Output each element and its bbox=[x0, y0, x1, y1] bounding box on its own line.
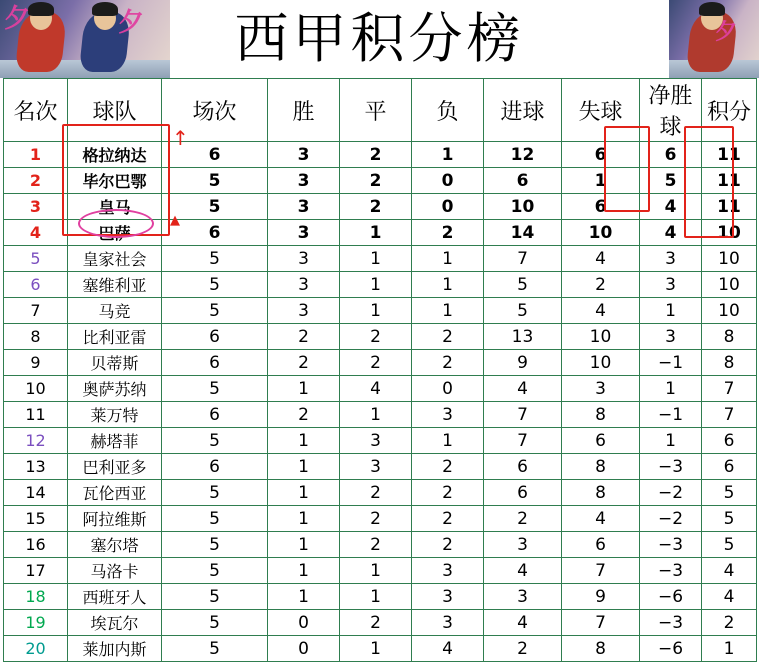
cell-goal-diff: −3 bbox=[640, 610, 702, 636]
cell-draw: 3 bbox=[340, 454, 412, 480]
cell-points: 5 bbox=[702, 532, 757, 558]
cell-rank: 20 bbox=[4, 636, 68, 662]
cell-goals-for: 13 bbox=[484, 324, 562, 350]
table-row bbox=[4, 220, 757, 246]
watermark-scribble: 夕 bbox=[4, 4, 31, 34]
column-header-points: 积分 bbox=[702, 79, 757, 142]
cell-goals-against: 3 bbox=[562, 376, 640, 402]
watermark-scribble: 夕 bbox=[715, 20, 738, 45]
cell-win: 3 bbox=[268, 272, 340, 298]
cell-goals-against: 6 bbox=[562, 194, 640, 220]
page-header bbox=[0, 0, 759, 78]
column-header-played: 场次 bbox=[162, 79, 268, 142]
cell-points: 6 bbox=[702, 428, 757, 454]
cell-lose: 0 bbox=[412, 194, 484, 220]
cell-lose: 4 bbox=[412, 636, 484, 662]
cell-goal-diff: 5 bbox=[640, 168, 702, 194]
cell-win: 1 bbox=[268, 376, 340, 402]
cell-team: 巴利亚多 bbox=[68, 454, 162, 480]
cell-goals-for: 2 bbox=[484, 506, 562, 532]
cell-played: 5 bbox=[162, 298, 268, 324]
cell-goal-diff: 3 bbox=[640, 324, 702, 350]
page-title: 西甲积分榜 bbox=[234, 7, 525, 70]
cell-points: 1 bbox=[702, 636, 757, 662]
cell-draw: 1 bbox=[340, 636, 412, 662]
cell-goals-against: 8 bbox=[562, 402, 640, 428]
cell-team: 瓦伦西亚 bbox=[68, 480, 162, 506]
cell-win: 0 bbox=[268, 610, 340, 636]
table-row bbox=[4, 272, 757, 298]
cell-goal-diff: −2 bbox=[640, 480, 702, 506]
cell-goal-diff: −1 bbox=[640, 350, 702, 376]
cell-win: 1 bbox=[268, 454, 340, 480]
cell-goal-diff: 6 bbox=[640, 142, 702, 168]
cell-lose: 1 bbox=[412, 428, 484, 454]
cell-played: 5 bbox=[162, 558, 268, 584]
cell-points: 4 bbox=[702, 558, 757, 584]
cell-goals-against: 6 bbox=[562, 142, 640, 168]
cell-team: 格拉纳达 bbox=[68, 142, 162, 168]
cell-win: 1 bbox=[268, 558, 340, 584]
table-row bbox=[4, 532, 757, 558]
standings-table bbox=[3, 78, 757, 662]
cell-goals-for: 7 bbox=[484, 246, 562, 272]
cell-points: 6 bbox=[702, 454, 757, 480]
table-row bbox=[4, 402, 757, 428]
cell-goals-against: 6 bbox=[562, 532, 640, 558]
cell-goal-diff: −6 bbox=[640, 636, 702, 662]
cell-win: 3 bbox=[268, 194, 340, 220]
cell-lose: 3 bbox=[412, 584, 484, 610]
cell-rank: 6 bbox=[4, 272, 68, 298]
cell-goals-against: 6 bbox=[562, 428, 640, 454]
cell-goals-for: 12 bbox=[484, 142, 562, 168]
cell-rank: 15 bbox=[4, 506, 68, 532]
cell-goals-for: 6 bbox=[484, 480, 562, 506]
column-header-team: 球队 bbox=[68, 79, 162, 142]
cell-goal-diff: −6 bbox=[640, 584, 702, 610]
table-row bbox=[4, 558, 757, 584]
column-header-goals-for: 进球 bbox=[484, 79, 562, 142]
cell-goal-diff: 1 bbox=[640, 428, 702, 454]
cell-lose: 2 bbox=[412, 480, 484, 506]
cell-rank: 3 bbox=[4, 194, 68, 220]
cell-rank: 17 bbox=[4, 558, 68, 584]
cell-draw: 1 bbox=[340, 246, 412, 272]
cell-draw: 1 bbox=[340, 402, 412, 428]
cell-goal-diff: −3 bbox=[640, 454, 702, 480]
column-header-goal-diff: 净胜球 bbox=[640, 79, 702, 142]
cell-lose: 1 bbox=[412, 298, 484, 324]
cell-played: 6 bbox=[162, 220, 268, 246]
cell-rank: 11 bbox=[4, 402, 68, 428]
cell-rank: 10 bbox=[4, 376, 68, 402]
table-row bbox=[4, 376, 757, 402]
cell-win: 3 bbox=[268, 220, 340, 246]
cell-win: 1 bbox=[268, 506, 340, 532]
cell-rank: 7 bbox=[4, 298, 68, 324]
cell-goals-for: 5 bbox=[484, 298, 562, 324]
cell-points: 11 bbox=[702, 142, 757, 168]
cell-draw: 2 bbox=[340, 142, 412, 168]
cell-lose: 1 bbox=[412, 142, 484, 168]
column-header-goals-against: 失球 bbox=[562, 79, 640, 142]
cell-team: 西班牙人 bbox=[68, 584, 162, 610]
cell-goals-for: 7 bbox=[484, 428, 562, 454]
cell-goal-diff: 3 bbox=[640, 272, 702, 298]
table-row bbox=[4, 324, 757, 350]
cell-win: 0 bbox=[268, 636, 340, 662]
cell-draw: 3 bbox=[340, 428, 412, 454]
cell-goals-against: 4 bbox=[562, 298, 640, 324]
cell-team: 莱万特 bbox=[68, 402, 162, 428]
table-header-row bbox=[4, 79, 757, 142]
cell-team: 皇家社会 bbox=[68, 246, 162, 272]
table-row bbox=[4, 454, 757, 480]
cell-goals-against: 9 bbox=[562, 584, 640, 610]
cell-goals-for: 3 bbox=[484, 532, 562, 558]
cell-points: 4 bbox=[702, 584, 757, 610]
decorative-image-right bbox=[669, 0, 759, 78]
cell-played: 5 bbox=[162, 194, 268, 220]
cell-lose: 3 bbox=[412, 402, 484, 428]
cell-draw: 2 bbox=[340, 532, 412, 558]
cell-goal-diff: 1 bbox=[640, 376, 702, 402]
column-header-rank: 名次 bbox=[4, 79, 68, 142]
cell-win: 2 bbox=[268, 350, 340, 376]
cell-played: 5 bbox=[162, 506, 268, 532]
cell-draw: 1 bbox=[340, 272, 412, 298]
cell-team: 皇马 bbox=[68, 194, 162, 220]
cell-rank: 14 bbox=[4, 480, 68, 506]
cell-draw: 2 bbox=[340, 168, 412, 194]
cell-played: 6 bbox=[162, 324, 268, 350]
cell-draw: 2 bbox=[340, 194, 412, 220]
cell-played: 5 bbox=[162, 532, 268, 558]
cell-goals-against: 8 bbox=[562, 636, 640, 662]
cell-rank: 9 bbox=[4, 350, 68, 376]
cell-team: 马洛卡 bbox=[68, 558, 162, 584]
cell-points: 11 bbox=[702, 194, 757, 220]
cell-goal-diff: 4 bbox=[640, 194, 702, 220]
cell-rank: 5 bbox=[4, 246, 68, 272]
table-row bbox=[4, 428, 757, 454]
cell-played: 5 bbox=[162, 168, 268, 194]
cell-goal-diff: −3 bbox=[640, 558, 702, 584]
cell-team: 莱加内斯 bbox=[68, 636, 162, 662]
cell-played: 6 bbox=[162, 402, 268, 428]
cell-lose: 2 bbox=[412, 350, 484, 376]
watermark-scribble: 夕 bbox=[118, 8, 145, 38]
cell-played: 5 bbox=[162, 246, 268, 272]
cell-goals-against: 4 bbox=[562, 506, 640, 532]
cell-win: 3 bbox=[268, 246, 340, 272]
cell-draw: 2 bbox=[340, 324, 412, 350]
cell-draw: 1 bbox=[340, 220, 412, 246]
cell-lose: 2 bbox=[412, 532, 484, 558]
cell-draw: 2 bbox=[340, 610, 412, 636]
cell-goals-against: 8 bbox=[562, 454, 640, 480]
cell-rank: 8 bbox=[4, 324, 68, 350]
table-row bbox=[4, 246, 757, 272]
cell-team: 塞尔塔 bbox=[68, 532, 162, 558]
table-row bbox=[4, 298, 757, 324]
cell-points: 8 bbox=[702, 350, 757, 376]
cell-played: 5 bbox=[162, 636, 268, 662]
column-header-win: 胜 bbox=[268, 79, 340, 142]
table-row bbox=[4, 142, 757, 168]
cell-played: 5 bbox=[162, 428, 268, 454]
cell-played: 5 bbox=[162, 480, 268, 506]
cell-rank: 19 bbox=[4, 610, 68, 636]
cell-points: 5 bbox=[702, 506, 757, 532]
table-row bbox=[4, 584, 757, 610]
cell-played: 5 bbox=[162, 376, 268, 402]
table-row bbox=[4, 480, 757, 506]
cell-team: 奥萨苏纳 bbox=[68, 376, 162, 402]
cell-rank: 2 bbox=[4, 168, 68, 194]
cell-win: 1 bbox=[268, 584, 340, 610]
cell-played: 5 bbox=[162, 610, 268, 636]
cell-points: 2 bbox=[702, 610, 757, 636]
cell-goal-diff: −2 bbox=[640, 506, 702, 532]
cell-win: 2 bbox=[268, 402, 340, 428]
cell-goals-for: 4 bbox=[484, 376, 562, 402]
table-row bbox=[4, 168, 757, 194]
cell-lose: 1 bbox=[412, 246, 484, 272]
cell-goals-against: 10 bbox=[562, 350, 640, 376]
cell-draw: 1 bbox=[340, 558, 412, 584]
cell-goals-for: 6 bbox=[484, 454, 562, 480]
cell-goals-for: 2 bbox=[484, 636, 562, 662]
column-header-draw: 平 bbox=[340, 79, 412, 142]
cell-team: 埃瓦尔 bbox=[68, 610, 162, 636]
cell-points: 11 bbox=[702, 168, 757, 194]
cell-points: 10 bbox=[702, 220, 757, 246]
cell-lose: 0 bbox=[412, 168, 484, 194]
table-row bbox=[4, 194, 757, 220]
cell-team: 巴萨 bbox=[68, 220, 162, 246]
cell-team: 比利亚雷 bbox=[68, 324, 162, 350]
cell-goals-for: 6 bbox=[484, 168, 562, 194]
player-hair bbox=[699, 2, 725, 16]
cell-rank: 16 bbox=[4, 532, 68, 558]
cell-lose: 2 bbox=[412, 454, 484, 480]
cell-goals-against: 8 bbox=[562, 480, 640, 506]
cell-lose: 2 bbox=[412, 220, 484, 246]
cell-goals-for: 4 bbox=[484, 610, 562, 636]
cell-points: 10 bbox=[702, 272, 757, 298]
table-row bbox=[4, 350, 757, 376]
cell-played: 5 bbox=[162, 584, 268, 610]
cell-draw: 1 bbox=[340, 584, 412, 610]
cell-goals-against: 7 bbox=[562, 558, 640, 584]
column-header-lose: 负 bbox=[412, 79, 484, 142]
cell-team: 塞维利亚 bbox=[68, 272, 162, 298]
table-row bbox=[4, 506, 757, 532]
cell-win: 1 bbox=[268, 428, 340, 454]
cell-rank: 13 bbox=[4, 454, 68, 480]
cell-team: 阿拉维斯 bbox=[68, 506, 162, 532]
cell-goals-for: 14 bbox=[484, 220, 562, 246]
cell-rank: 4 bbox=[4, 220, 68, 246]
cell-lose: 2 bbox=[412, 506, 484, 532]
cell-lose: 2 bbox=[412, 324, 484, 350]
cell-team: 赫塔菲 bbox=[68, 428, 162, 454]
cell-points: 5 bbox=[702, 480, 757, 506]
annotation-arrow-up-small: ▲ bbox=[170, 213, 180, 228]
cell-win: 2 bbox=[268, 324, 340, 350]
cell-goals-for: 5 bbox=[484, 272, 562, 298]
annotation-arrow-up: ↑ bbox=[172, 126, 189, 150]
cell-rank: 18 bbox=[4, 584, 68, 610]
cell-draw: 2 bbox=[340, 350, 412, 376]
cell-goals-against: 7 bbox=[562, 610, 640, 636]
cell-played: 6 bbox=[162, 142, 268, 168]
cell-rank: 1 bbox=[4, 142, 68, 168]
cell-draw: 2 bbox=[340, 506, 412, 532]
cell-points: 7 bbox=[702, 376, 757, 402]
cell-goals-against: 1 bbox=[562, 168, 640, 194]
cell-goal-diff: 1 bbox=[640, 298, 702, 324]
cell-goals-against: 10 bbox=[562, 220, 640, 246]
cell-goals-for: 10 bbox=[484, 194, 562, 220]
cell-draw: 2 bbox=[340, 480, 412, 506]
cell-team: 贝蒂斯 bbox=[68, 350, 162, 376]
cell-win: 3 bbox=[268, 168, 340, 194]
cell-points: 10 bbox=[702, 298, 757, 324]
cell-lose: 3 bbox=[412, 610, 484, 636]
cell-played: 6 bbox=[162, 350, 268, 376]
cell-played: 5 bbox=[162, 272, 268, 298]
cell-rank: 12 bbox=[4, 428, 68, 454]
cell-goals-against: 2 bbox=[562, 272, 640, 298]
cell-goals-for: 3 bbox=[484, 584, 562, 610]
cell-goals-for: 4 bbox=[484, 558, 562, 584]
cell-lose: 0 bbox=[412, 376, 484, 402]
table-row bbox=[4, 610, 757, 636]
cell-goals-against: 4 bbox=[562, 246, 640, 272]
cell-goal-diff: 3 bbox=[640, 246, 702, 272]
table-body bbox=[4, 142, 757, 662]
cell-goals-for: 9 bbox=[484, 350, 562, 376]
cell-win: 1 bbox=[268, 480, 340, 506]
cell-goals-for: 7 bbox=[484, 402, 562, 428]
cell-win: 3 bbox=[268, 142, 340, 168]
cell-points: 8 bbox=[702, 324, 757, 350]
cell-goal-diff: 4 bbox=[640, 220, 702, 246]
cell-points: 10 bbox=[702, 246, 757, 272]
cell-draw: 1 bbox=[340, 298, 412, 324]
cell-draw: 4 bbox=[340, 376, 412, 402]
cell-goal-diff: −1 bbox=[640, 402, 702, 428]
cell-win: 1 bbox=[268, 532, 340, 558]
cell-lose: 3 bbox=[412, 558, 484, 584]
cell-team: 马竞 bbox=[68, 298, 162, 324]
cell-lose: 1 bbox=[412, 272, 484, 298]
cell-played: 6 bbox=[162, 454, 268, 480]
cell-goals-against: 10 bbox=[562, 324, 640, 350]
cell-win: 3 bbox=[268, 298, 340, 324]
cell-team: 毕尔巴鄂 bbox=[68, 168, 162, 194]
cell-points: 7 bbox=[702, 402, 757, 428]
cell-goal-diff: −3 bbox=[640, 532, 702, 558]
